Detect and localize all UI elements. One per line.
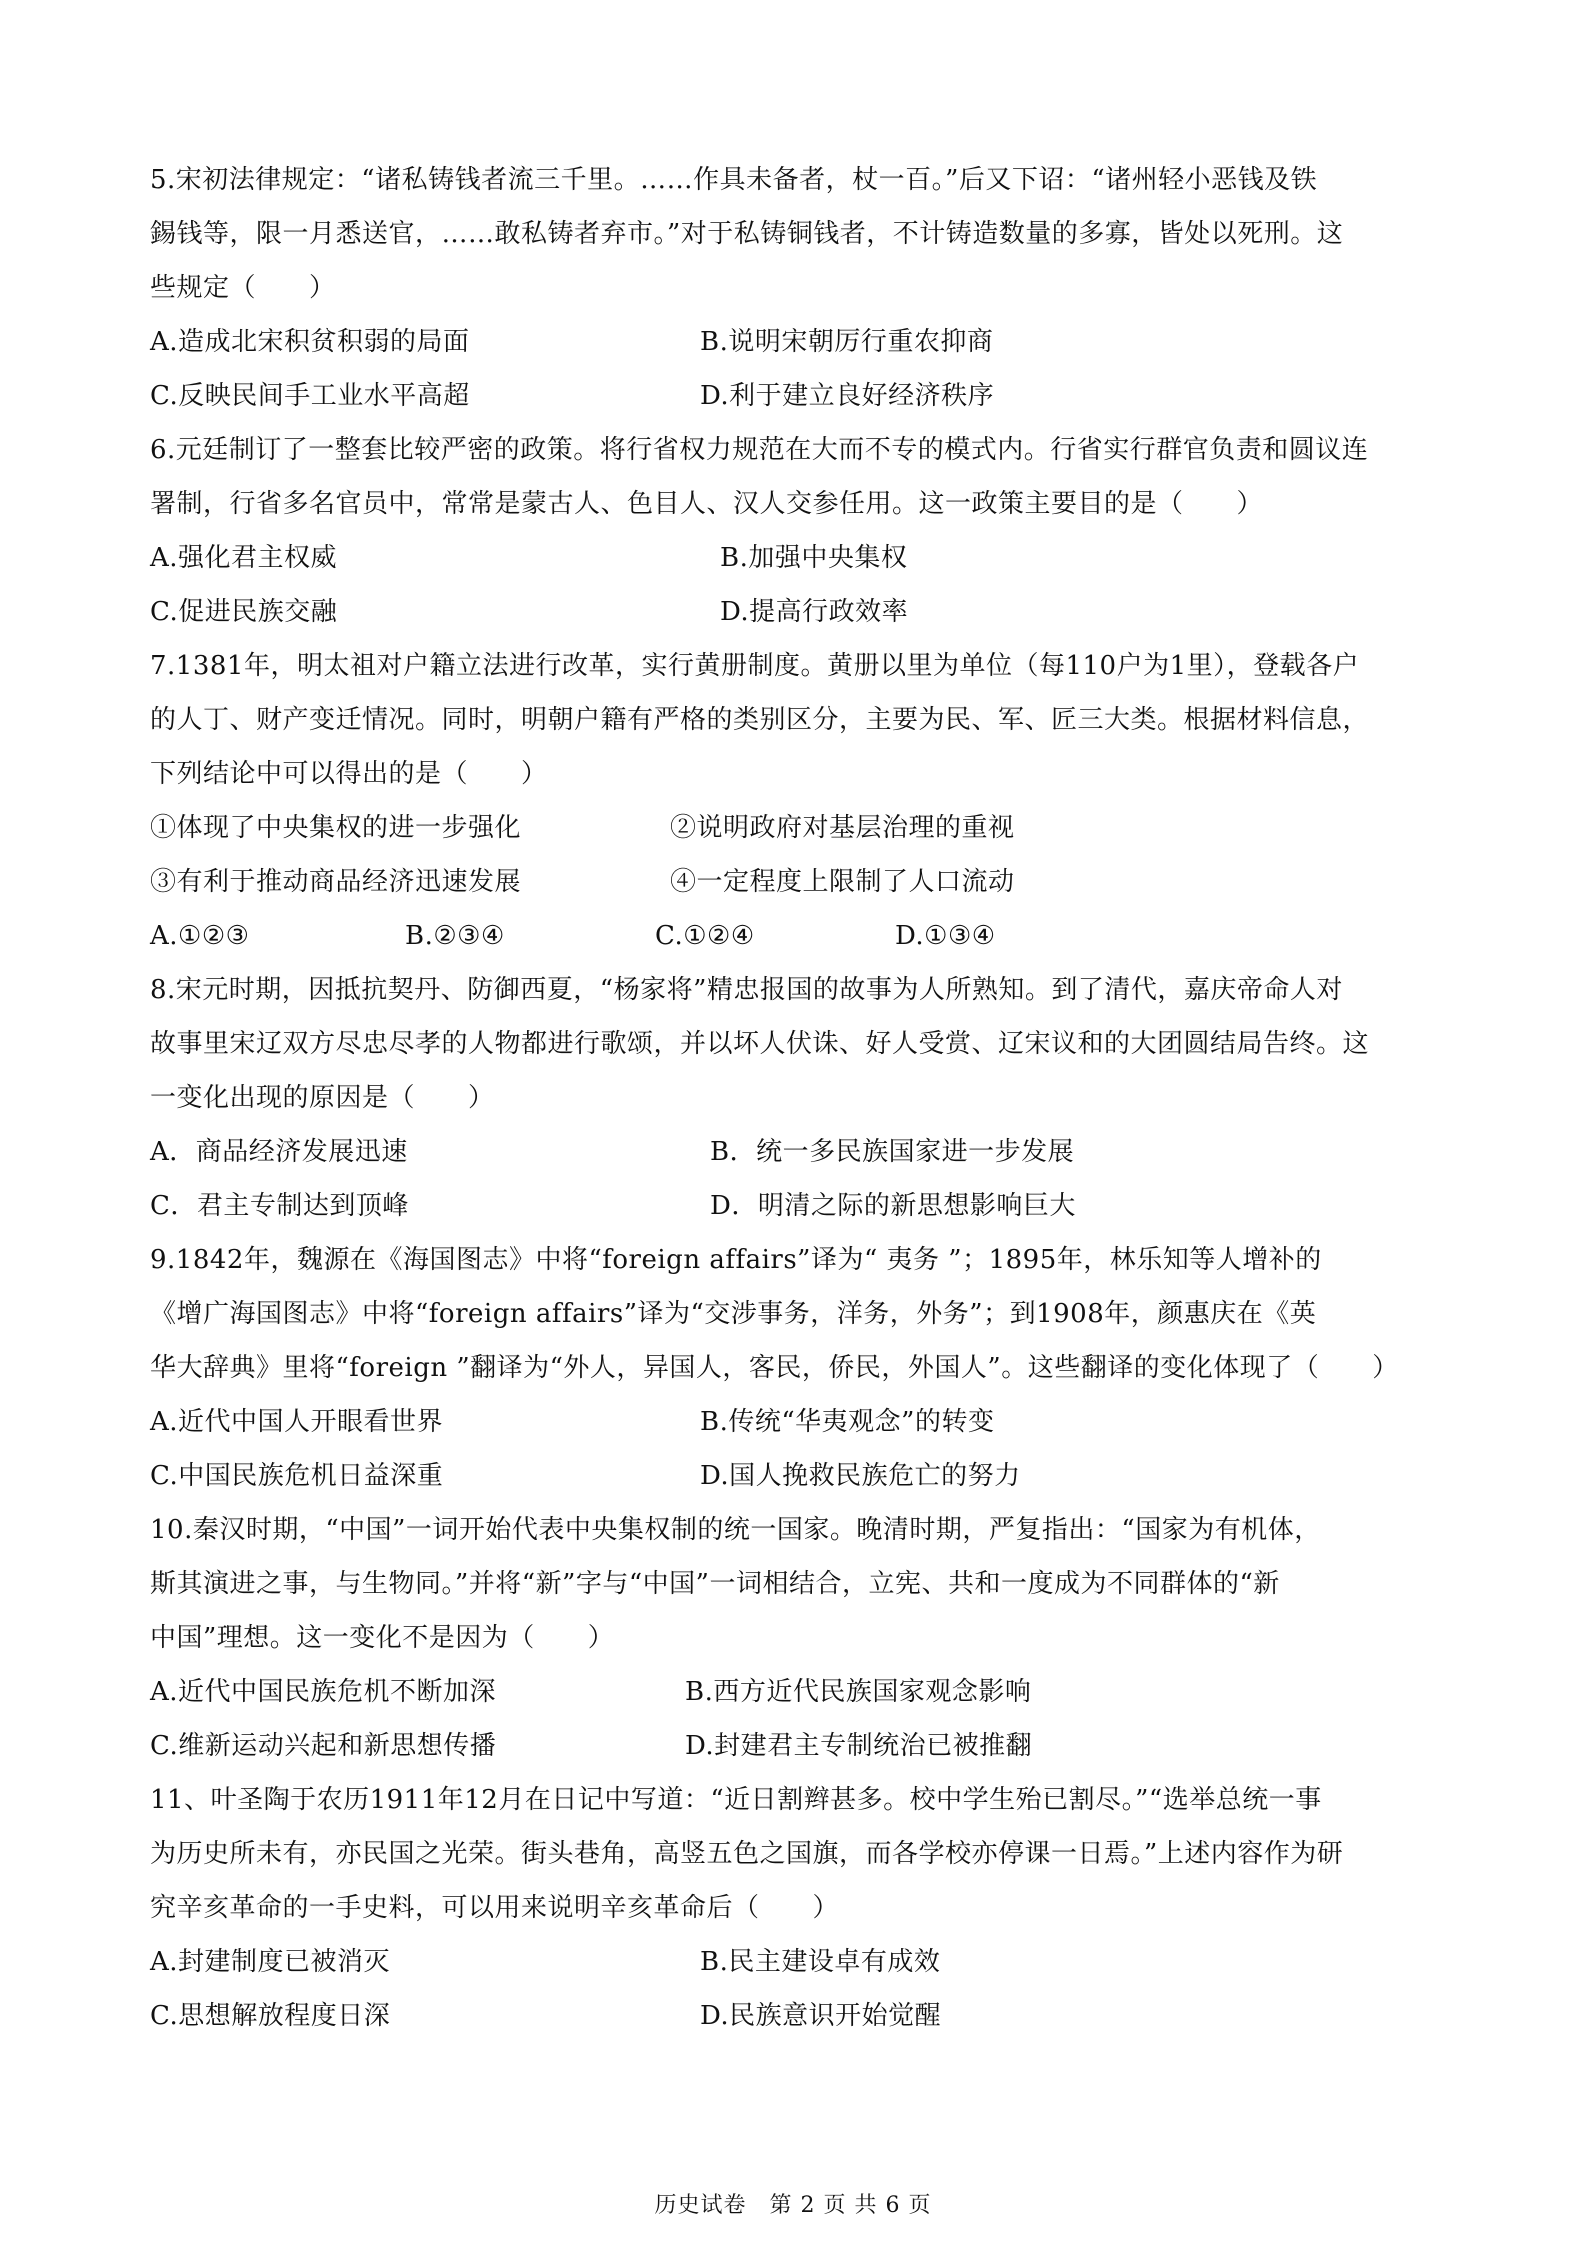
question-text-line: 究辛亥革命的一手史料，可以用来说明辛亥革命后（ ） bbox=[150, 1893, 840, 1923]
option-row bbox=[150, 315, 1440, 369]
option-c: C.促进民族交融 bbox=[150, 597, 338, 627]
option-b: B.民主建设卓有成效 bbox=[700, 1947, 941, 1977]
option-d: D.民族意识开始觉醒 bbox=[700, 2001, 942, 2031]
option-row bbox=[150, 369, 1440, 423]
option-a: A.近代中国民族危机不断加深 bbox=[150, 1677, 497, 1707]
question-8 bbox=[150, 963, 1440, 1233]
question-text-line: 华大辞典》里将“foreign ”翻译为“外人，异国人，客民，侨民，外国人”。这些翻译的变化体现了（ ） bbox=[150, 1353, 1399, 1383]
option-row bbox=[150, 1395, 1440, 1449]
option-c: C．君主专制达到顶峰 bbox=[150, 1191, 409, 1221]
question-10 bbox=[150, 1503, 1440, 1773]
question-text-line: 的人丁、财产变迁情况。同时，明朝户籍有严格的类别区分，主要为民、军、匠三大类。根据材料信息， bbox=[150, 705, 1370, 735]
option-row bbox=[150, 1125, 1440, 1179]
option-a: A.封建制度已被消灭 bbox=[150, 1947, 391, 1977]
option-a: A．商品经济发展迅速 bbox=[150, 1137, 408, 1167]
question-text-line: 下列结论中可以得出的是（ ） bbox=[150, 759, 548, 789]
question-text-line: 故事里宋辽双方尽忠尽孝的人物都进行歌颂，并以坏人伏诛、好人受赏、辽宋议和的大团圆结局告终。这 bbox=[150, 1029, 1370, 1059]
question-5 bbox=[150, 153, 1440, 423]
option-b: B．统一多民族国家进一步发展 bbox=[710, 1137, 1075, 1167]
question-11 bbox=[150, 1773, 1440, 2043]
question-text-line: 中国”理想。这一变化不是因为（ ） bbox=[150, 1623, 615, 1653]
option-a: A.①②③ bbox=[150, 921, 250, 951]
option-row bbox=[150, 1935, 1440, 1989]
question-text-line: 为历史所未有，亦民国之光荣。街头巷角，高竖五色之国旗，而各学校亦停课一日焉。”上述内容作为研 bbox=[150, 1839, 1344, 1869]
statement-1: ①体现了中央集权的进一步强化 bbox=[150, 813, 522, 843]
option-d: D.封建君主专制统治已被推翻 bbox=[685, 1731, 1033, 1761]
question-text-line: 8.宋元时期，因抵抗契丹、防御西夏，“杨家将”精忠报国的故事为人所熟知。到了清代，嘉庆帝命人对 bbox=[150, 975, 1343, 1005]
option-c: C.①②④ bbox=[655, 921, 755, 951]
page-footer: 历史试卷 第 2 页 共 6 页 bbox=[654, 2193, 932, 2218]
question-6 bbox=[150, 423, 1440, 639]
option-d: D.①③④ bbox=[895, 921, 996, 951]
question-text-line: 7.1381年，明太祖对户籍立法进行改革，实行黄册制度。黄册以里为单位（每110户为1里），登载各户 bbox=[150, 651, 1360, 681]
option-row bbox=[150, 1179, 1440, 1233]
option-d: D.国人挽救民族危亡的努力 bbox=[700, 1461, 1021, 1491]
question-text-line: 署制，行省多名官员中，常常是蒙古人、色目人、汉人交参任用。这一政策主要目的是（ ） bbox=[150, 489, 1264, 519]
question-text-line: 10.秦汉时期，“中国”一词开始代表中央集权制的统一国家。晚清时期，严复指出：“国家为有机体， bbox=[150, 1515, 1321, 1545]
option-row bbox=[150, 1665, 1440, 1719]
option-row bbox=[150, 909, 1440, 963]
exam-page-content bbox=[150, 153, 1440, 2043]
option-b: B.加强中央集权 bbox=[720, 543, 908, 573]
question-text-line: 《增广海国图志》中将“foreign affairs”译为“交涉事务，洋务，外务”；到1908年，颜惠庆在《英 bbox=[150, 1299, 1317, 1329]
option-b: B.传统“华夷观念”的转变 bbox=[700, 1407, 995, 1437]
option-c: C.反映民间手工业水平高超 bbox=[150, 381, 470, 411]
option-d: D.利于建立良好经济秩序 bbox=[700, 381, 995, 411]
statement-row bbox=[150, 801, 1440, 855]
statement-row bbox=[150, 855, 1440, 909]
option-row bbox=[150, 1989, 1440, 2043]
option-a: A.造成北宋积贫积弱的局面 bbox=[150, 327, 470, 357]
option-row bbox=[150, 1719, 1440, 1773]
question-text-line: 5.宋初法律规定：“诸私铸钱者流三千里。……作具未备者，杖一百。”后又下诏：“诸州轻小恶钱及铁 bbox=[150, 165, 1318, 195]
option-c: C.思想解放程度日深 bbox=[150, 2001, 391, 2031]
question-9 bbox=[150, 1233, 1440, 1503]
statement-2: ②说明政府对基层治理的重视 bbox=[670, 813, 1015, 843]
option-c: C.维新运动兴起和新思想传播 bbox=[150, 1731, 497, 1761]
option-a: A.近代中国人开眼看世界 bbox=[150, 1407, 444, 1437]
question-text-line: 9.1842年，魏源在《海国图志》中将“foreign affairs”译为“ 夷务 ”；1895年，林乐知等人增补的 bbox=[150, 1245, 1322, 1275]
question-text-line: 些规定（ ） bbox=[150, 273, 336, 303]
option-d: D．明清之际的新思想影响巨大 bbox=[710, 1191, 1076, 1221]
option-b: B.西方近代民族国家观念影响 bbox=[685, 1677, 1032, 1707]
option-row bbox=[150, 1449, 1440, 1503]
option-a: A.强化君主权威 bbox=[150, 543, 338, 573]
question-7 bbox=[150, 639, 1440, 963]
statement-4: ④一定程度上限制了人口流动 bbox=[670, 867, 1015, 897]
option-row bbox=[150, 585, 1440, 639]
question-text-line: 錫钱等，限一月悉送官，……敢私铸者弃市。”对于私铸铜钱者，不计铸造数量的多寡，皆处以死刑。这 bbox=[150, 219, 1344, 249]
option-d: D.提高行政效率 bbox=[720, 597, 909, 627]
option-b: B.说明宋朝厉行重农抑商 bbox=[700, 327, 994, 357]
question-text-line: 一变化出现的原因是（ ） bbox=[150, 1083, 495, 1113]
question-text-line: 斯其演进之事，与生物同。”并将“新”字与“中国”一词相结合，立宪、共和一度成为不同群体的“新 bbox=[150, 1569, 1280, 1599]
question-text-line: 6.元廷制订了一整套比较严密的政策。将行省权力规范在大而不专的模式内。行省实行群官负责和圆议连 bbox=[150, 435, 1369, 465]
question-text-line: 11、叶圣陶于农历1911年12月在日记中写道：“近日割辫甚多。校中学生殆已割尽。”“选举总统一事 bbox=[150, 1785, 1322, 1815]
option-b: B.②③④ bbox=[405, 921, 505, 951]
option-c: C.中国民族危机日益深重 bbox=[150, 1461, 444, 1491]
option-row bbox=[150, 531, 1440, 585]
statement-3: ③有利于推动商品经济迅速发展 bbox=[150, 867, 522, 897]
